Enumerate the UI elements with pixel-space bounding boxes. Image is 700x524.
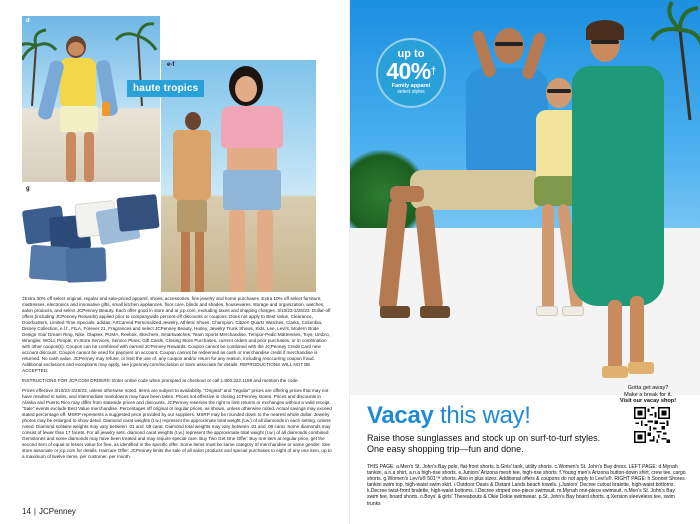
legal-paragraph: INSTRUCTIONS FOR JCP.COM ORDERS: Enter online code when prompted at checkout or call 1.800.322.1189 and mention the code.	[22, 378, 299, 383]
badge-percent	[378, 60, 444, 83]
model-leg	[66, 132, 76, 182]
page-subhead: Raise those sunglasses and stock up on surf-to-turf styles. One easy shopping trip—fun and done.	[367, 433, 601, 454]
product-credits: THIS PAGE: a.Men's St. John's Bay polo, flat-front shorts. b.Girls' tank, utility shorts. c.Women's St. John's Bay dress. LEFT PAGE: d.Mynah tankini, a.n.a shirt, a.n.a high-rise shorts. e.Juniors' Arizona mesh tee, high-rise shorts. f.Young men's Arizona button-down shirt, crew tee, cargo shorts. g.Women's Levi's® 501™ shorts. Also in plus sizes. Additional offers & coupons do not apply to Levi's®. RIGHT PAGE: h.Sonnet Shores tankini swim top, high-waist swim skirt. i.Outdoor Oasis & Distant Lands beach towels. j.Juniors' Decree cutout bralette, high-waist bottoms. k.Decree twist-front bralette, high-waist bottoms. l.Decree striped one-piece swimsuit. m.Mynah one-piece swimsuit. n.Men's St. John's Bay swim tee, board shorts. o.Boys' & girls' Thereabouts & Okie Dokie swimwear. p.St. John's Bay board shorts. q.Xersion sleeveless tee, swim trunks	[367, 464, 686, 507]
woman-hair	[586, 20, 624, 40]
qr-callout-line3: Visit our vacay shop!	[619, 398, 677, 405]
qr-callout-line1: Gotta get away?	[627, 385, 669, 391]
girl-sandal	[562, 306, 584, 316]
denim-shorts-item	[116, 194, 159, 232]
girl-head	[546, 78, 572, 108]
legal-paragraph: Prices effective 3/10/23-3/26/23, unless otherwise noted. Items are subject to availability. "Original" and "regular" prices are offering prices that may not have resulted in sales, and intermediate markdowns may have been taken. Prices not effective in closing JCPenney stores. Prices and discounts in Alaska and Puerto Rico may differ from stateside prices and discounts. JCPenney reserves the right to limit returns or exchanges without a valid receipt. "Sale" events exclude Best Value merchandise. Percentages off original or regular prices, as shown, unless otherwise noted. Actual savings may exceed stated percentage off. MSRP represents a suggested price provided by our suppliers. MSRP may be rounded down to the nearest whole dollar. Jewelry photos may be enlarged to show detail. Diamond carat weights (t.w.) represent the approximate total weight (t.w.) of all diamonds in each setting, unless noted. Diamond solitaire weights may vary between .01 and .08 carat. Diamond total weights may vary between .01 and .08 carat. Some diamonds may consist of fewer than 17 facets. For all jewelry sets, diamond carat weights (t.w.) represent the approximate total weight (t.w.) of all diamonds combined. Gemstones and some diamonds may have been treated and may require special care. Buy Two Get One Offer: Buy one item at regular price, get the second item of equal or lesser value for free, as identified in the specific offer. Some items must be same category of merchandise or same gender. See store associate or jcp.com for details. Haircare Offer: JCPenney limits the sale of all salon products and special purchases to eight of any one item, up to a maximum of twelve items, per customer, per month.	[22, 388, 332, 459]
qr-callout	[613, 385, 683, 405]
badge-line1: Family apparel	[391, 83, 431, 89]
denim-shorts-item	[65, 247, 106, 282]
photo-woman-yellow-top	[22, 16, 160, 182]
model-midriff	[227, 148, 277, 170]
woman-leg	[608, 300, 622, 370]
model-face	[68, 42, 84, 56]
white-shorts	[60, 106, 98, 132]
qr-callout-line2: Make a break for it.	[624, 391, 672, 398]
orange-drink	[102, 102, 110, 116]
woman-leg	[630, 296, 644, 366]
model-leg	[257, 210, 273, 292]
photo-denim-shorts	[22, 182, 161, 292]
model-head	[185, 112, 201, 130]
haute-tropics-tag: haute tropics	[127, 80, 204, 97]
footer-separator: |	[33, 507, 36, 516]
woman-green-dress	[572, 66, 664, 306]
page-footer	[22, 507, 76, 516]
model-leg	[229, 210, 245, 292]
discount-badge	[376, 38, 446, 108]
headline-bold: Vacay	[367, 402, 434, 429]
page-number: 14	[22, 507, 31, 516]
girl-sandal	[536, 306, 558, 316]
yellow-tank-top	[60, 58, 96, 106]
photo-label-ef: e-f	[167, 62, 175, 68]
page-headline	[367, 402, 531, 430]
photo-label-d: d	[26, 18, 30, 24]
woman-sandal	[628, 362, 654, 374]
headline-thin: this way!	[433, 402, 531, 429]
photo-label-g: g	[26, 186, 30, 192]
denim-shorts	[223, 170, 281, 210]
hero-photo-family	[350, 0, 700, 395]
qr-code[interactable]	[634, 407, 670, 443]
sunglasses	[591, 40, 619, 44]
badge-percent-value: 40%	[386, 58, 431, 84]
model-leg	[195, 232, 204, 292]
legal-fine-print	[22, 296, 334, 464]
right-page	[350, 0, 700, 524]
girl-leg	[542, 204, 554, 310]
brand-name: JCPenney	[38, 507, 76, 516]
man-sandal	[420, 306, 450, 318]
man-head	[494, 28, 524, 64]
cargo-shorts	[177, 200, 207, 232]
model-leg	[181, 232, 190, 292]
sunglasses	[547, 89, 571, 93]
man-shorts	[410, 170, 542, 210]
woman-sandal	[602, 366, 628, 378]
badge-dagger: †	[430, 66, 436, 77]
model-face	[235, 76, 257, 102]
sunglasses	[495, 42, 523, 46]
pink-mesh-tee	[221, 106, 283, 148]
tan-button-shirt	[173, 130, 211, 200]
badge-line2: select styles	[397, 89, 425, 95]
model-leg	[84, 132, 94, 182]
legal-paragraph: ‡Extra 30% off select original, regular and sale-priced apparel, shoes, accessories, fine jewelry and home purchases. Extra 10% off select furniture, mattresses, electronics and innovative gifts, small kitchen appliances, floor care, blinds and shades, housewares, storage and organization, watches, salon products, and select JCPenney Beauty. Each offer good in store and at jcp.com, excluding taxes and shipping charges. 3/10/23-3/26/23. Dollar-off offers (including JCPenney Rewards) applied prior to companywide percent-off discounts or coupons. Does not apply to Best Value, Clearance, Doorbusters, Limited Time Specials, adidas, ArtCarved Personalized Jewelry, Athletic Shoes, Champion, Citizen Quartz Watches, Clarks, Columbia, Disney Collection, e.l.f., FILA, Forever 21, Fragrances and select JCPenney Beauty, Hurley, Jewelry Trunk Shows, Kids, Lee, Levi's, Modern Bride Design Your Dream Ring, Nike, Olaplex, PUMA, Reebok, Skechers, Smartwatches, Team Sports Merchandise, Tempur-Pedic Mattresses, Toys, Umbro, Wrangler, WOLL People, In-Store Services, Service Plans, Gift Cards, Closing Store Purchases, current orders and prior purchases, or in combination with other coupon(s). Coupon can be combined with earned JCPenney Rewards. Coupon cannot be combined with the JCPenney Credit Card new account discount. Coupon cannot be used for payment on account. Coupon cannot be redeemed as cash or merchandise credit if merchandise is returned. No cash value. JCPenney may refuse, or limit the use of, any coupon and/or return for any reason, including reoccurring coupon fraud. Additional exclusions and exceptions may apply, see jcpenney.com/exclusion or store associate for details. REPRODUCTIONS WILL NOT BE ACCEPTED.	[22, 296, 331, 373]
man-sandal	[380, 306, 410, 318]
badge-upto: up to	[397, 48, 425, 60]
qr-code-icon	[634, 407, 670, 443]
